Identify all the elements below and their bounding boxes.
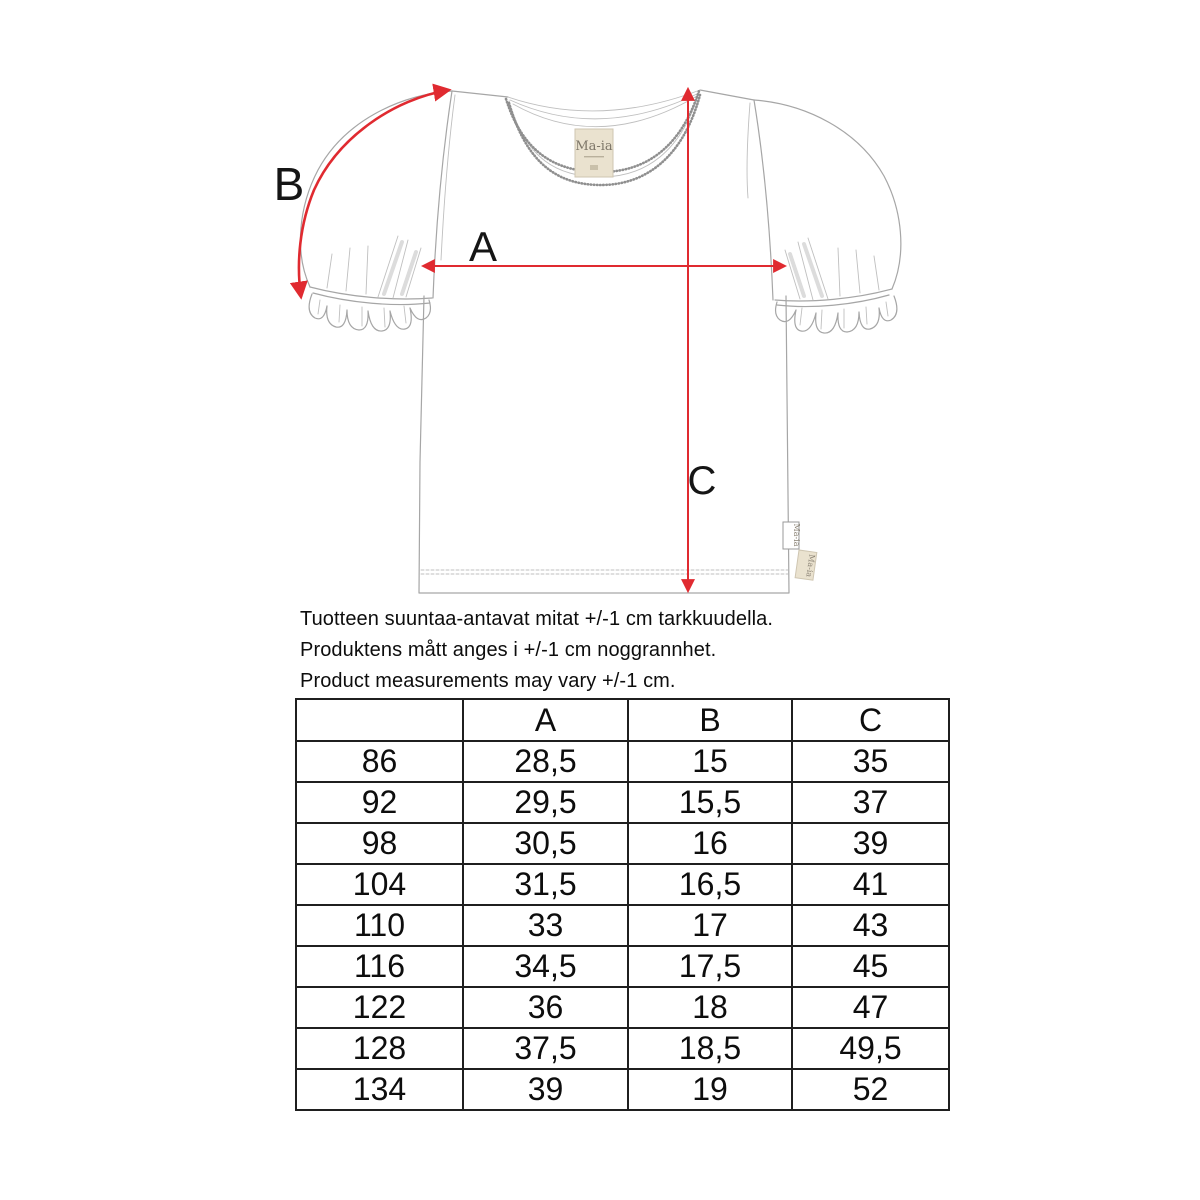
neck-brand-tag-text: Ma-ia (575, 139, 613, 154)
table-row (296, 782, 949, 823)
measurement-notes (300, 604, 773, 697)
a-cell: 37,5 (463, 1028, 628, 1069)
b-cell: 16 (628, 823, 792, 864)
c-cell: 41 (792, 864, 949, 905)
size-cell: 86 (296, 741, 463, 782)
right-sleeve (747, 100, 901, 333)
size-cell: 98 (296, 823, 463, 864)
right-sleeve-gathers (785, 238, 879, 300)
left-sleeve-ruffle (309, 294, 430, 331)
right-sleeve-ruffle (776, 296, 897, 333)
c-cell: 45 (792, 946, 949, 987)
c-cell: 39 (792, 823, 949, 864)
left-sleeve (300, 91, 455, 331)
c-cell: 47 (792, 987, 949, 1028)
a-cell: 30,5 (463, 823, 628, 864)
hem-brand-tag (783, 522, 801, 549)
c-cell: 52 (792, 1069, 949, 1110)
b-cell: 17 (628, 905, 792, 946)
a-cell: 36 (463, 987, 628, 1028)
size-table-header-row (296, 699, 949, 741)
measure-label-a: A (468, 223, 498, 270)
table-row (296, 987, 949, 1028)
hem-brand-tag-2 (795, 550, 817, 580)
size-cell: 128 (296, 1028, 463, 1069)
a-cell: 39 (463, 1069, 628, 1110)
c-cell: 43 (792, 905, 949, 946)
size-cell: 92 (296, 782, 463, 823)
a-cell: 34,5 (463, 946, 628, 987)
size-cell: 110 (296, 905, 463, 946)
hem-brand-tag-2-text: Ma-ia (804, 553, 817, 578)
a-cell: 33 (463, 905, 628, 946)
table-row (296, 905, 949, 946)
measure-label-b: B (273, 158, 305, 210)
table-row (296, 864, 949, 905)
table-row (296, 823, 949, 864)
c-cell: 37 (792, 782, 949, 823)
header-b: B (628, 699, 792, 741)
hem-brand-tag-text: Ma-ia (792, 523, 801, 547)
size-table (295, 698, 950, 1111)
size-cell: 134 (296, 1069, 463, 1110)
table-row (296, 946, 949, 987)
b-cell: 17,5 (628, 946, 792, 987)
note-english: Product measurements may vary +/-1 cm. (300, 670, 676, 692)
c-cell: 49,5 (792, 1028, 949, 1069)
c-cell: 35 (792, 741, 949, 782)
b-cell: 19 (628, 1069, 792, 1110)
size-cell: 116 (296, 946, 463, 987)
b-cell: 16,5 (628, 864, 792, 905)
left-sleeve-gathers (327, 236, 421, 298)
b-cell: 15 (628, 741, 792, 782)
neck-brand-tag (575, 129, 613, 177)
table-row (296, 1069, 949, 1110)
b-cell: 18 (628, 987, 792, 1028)
table-row (296, 1028, 949, 1069)
size-cell: 122 (296, 987, 463, 1028)
b-cell: 15,5 (628, 782, 792, 823)
b-cell: 18,5 (628, 1028, 792, 1069)
size-cell: 104 (296, 864, 463, 905)
table-row (296, 741, 949, 782)
a-cell: 28,5 (463, 741, 628, 782)
note-swedish: Produktens mått anges i +/-1 cm noggrannhet. (300, 639, 717, 661)
a-cell: 31,5 (463, 864, 628, 905)
note-finnish: Tuotteen suuntaa-antavat mitat +/-1 cm tarkkuudella. (300, 608, 774, 630)
a-cell: 29,5 (463, 782, 628, 823)
header-c: C (792, 699, 949, 741)
header-size (296, 699, 463, 741)
measure-label-c: C (687, 459, 717, 503)
header-a: A (463, 699, 628, 741)
